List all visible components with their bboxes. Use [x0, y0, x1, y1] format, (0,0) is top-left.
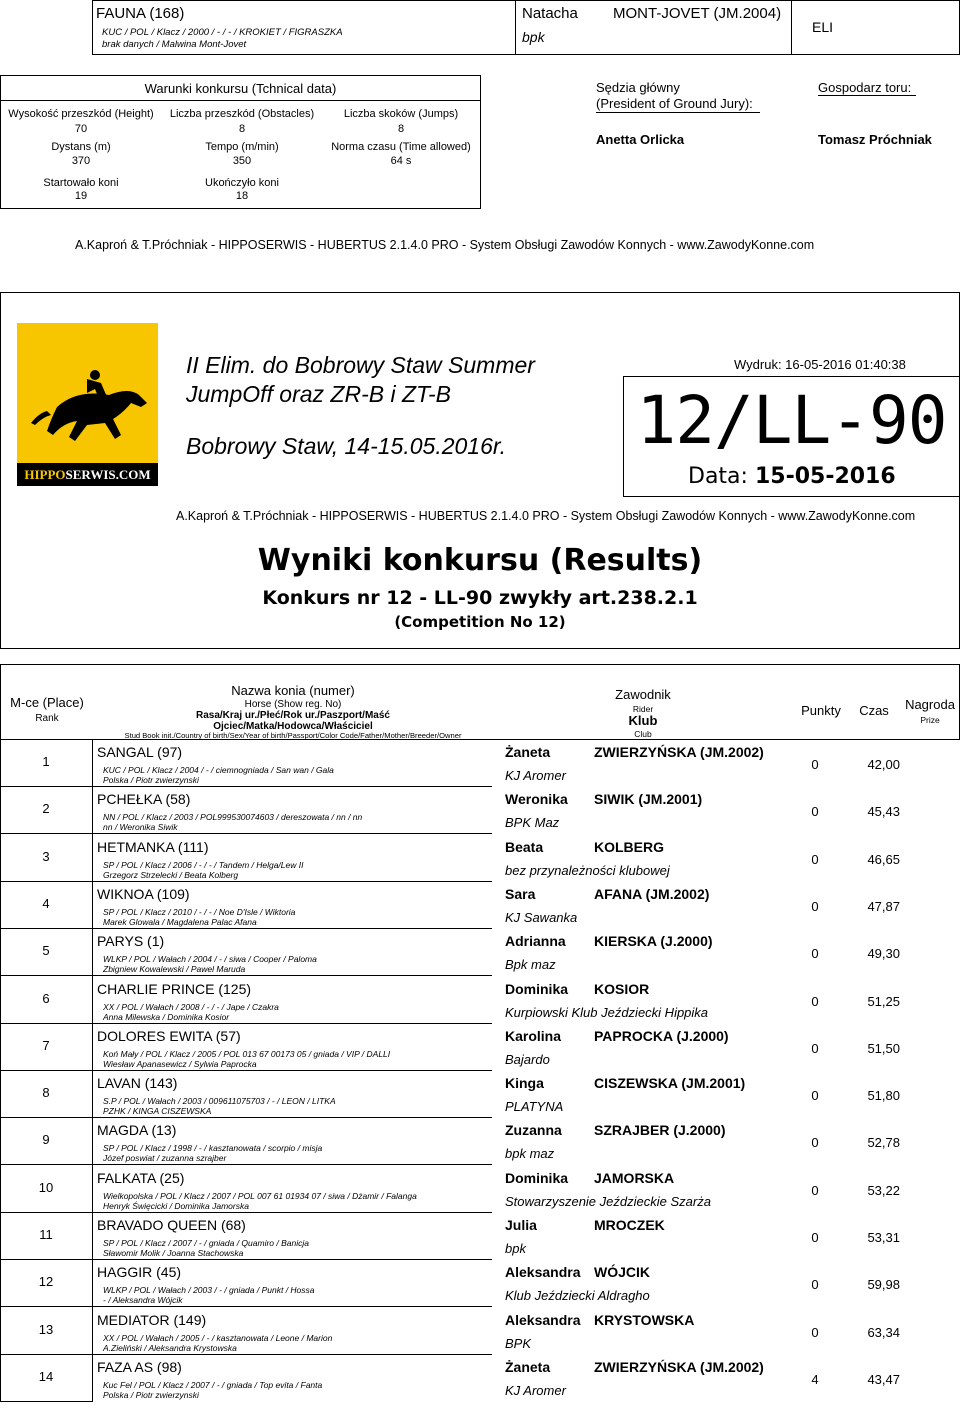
horse-name: MEDIATOR (149)	[97, 1311, 207, 1328]
rider-last-name: KOSIOR	[594, 980, 650, 997]
course-designer-label: Gospodarz toru:	[818, 80, 912, 95]
column-border	[92, 740, 93, 1402]
horse-info-2: PZHK / KINGA CISZEWSKA	[103, 1106, 212, 1117]
table-row	[0, 929, 960, 976]
horse-info-1: Kuc Fel / POL / Klacz / 2007 / - / gniada / Top evita / Fanta	[103, 1379, 323, 1390]
rider-club: KJ Aromer	[505, 1382, 566, 1398]
previous-rider-first: Natacha	[522, 5, 578, 22]
rider-first-name: Żaneta	[505, 1358, 551, 1375]
horse-info-1: KUC / POL / Klacz / 2004 / - / ciemnogniada / San wan / Gala	[103, 765, 334, 775]
course-designer-name: Tomasz Próchniak	[818, 132, 932, 147]
rider-last-name: JAMORSKA	[594, 1169, 675, 1186]
rider-club: Bajardo	[505, 1051, 550, 1067]
tech-data-title: Warunki konkursu (Tchnical data)	[144, 81, 337, 96]
horse-info-1: Wielkopolska / POL / Klacz / 2007 / POL 007 61 01934 07 / siwa / Dżamir / Falanga	[103, 1190, 417, 1201]
rider-first-name: Adrianna	[505, 933, 566, 950]
place: 11	[39, 1227, 53, 1242]
table-row	[0, 1260, 960, 1307]
distance-value: 370	[71, 155, 91, 167]
table-header	[0, 664, 960, 740]
horse-info-1: SP / POL / Klacz / 1998 / - / kasztanowata / scorpio / misja	[103, 1143, 323, 1154]
obstacles-label: Liczba przeszkód (Obstacles)	[169, 108, 315, 120]
col-horse-sub1: Horse (Show reg. No)	[244, 699, 342, 710]
col-place: M-ce (Place)	[10, 695, 84, 710]
col-time: Czas	[859, 703, 889, 718]
table-row	[0, 1166, 960, 1213]
table-row	[0, 882, 960, 929]
horse-info-2: Grzegorz Strzelecki / Beata Kolberg	[103, 869, 239, 880]
logo-text-serwis: SERWIS.COM	[65, 467, 151, 482]
time: 43,47	[867, 1371, 900, 1387]
horse-info-1: XX / POL / Wałach / 2008 / - / - / Jape / Czakra	[103, 1001, 279, 1012]
table-row	[0, 1118, 960, 1165]
points: 0	[811, 1182, 819, 1198]
rider-club: bpk	[505, 1241, 526, 1256]
horse-name: SANGAL (97)	[97, 744, 183, 760]
height-label: Wysokość przeszkód (Height)	[8, 108, 154, 120]
horse-name: LAVAN (143)	[97, 1075, 178, 1092]
points: 0	[811, 1040, 819, 1056]
place: 1	[42, 754, 50, 769]
height-value: 70	[74, 123, 88, 135]
time: 46,65	[867, 851, 900, 867]
place: 3	[42, 848, 50, 864]
president-name: Anetta Orlicka	[596, 132, 685, 147]
col-horse-sub4: Stud Book init./Country of birth/Sex/Year of birth/Passport/Color Code/Father/Mother/Breeder/Owner	[124, 731, 462, 740]
horse-info-1: WLKP / POL / Wałach / 2003 / - / gniada / Punkt / Hossa	[103, 1285, 315, 1296]
rider-first-name: Sara	[505, 885, 536, 902]
horse-name: WIKNOA (109)	[97, 885, 190, 902]
rider-first-name: Weronika	[505, 791, 568, 808]
horse-name: CHARLIE PRINCE (125)	[97, 980, 252, 997]
place: 13	[38, 1321, 54, 1337]
previous-class: ELI	[812, 19, 834, 35]
points: 0	[811, 1135, 819, 1151]
place: 6	[42, 990, 50, 1006]
points: 0	[811, 804, 819, 820]
col-prize: Nagroda	[905, 697, 955, 712]
horse-info-1: Koń Mały / POL / Klacz / 2005 / POL 013 67 00173 05 / gniada / VIP / DALLI	[103, 1048, 391, 1059]
time: 51,80	[867, 1088, 900, 1104]
time: 63,34	[867, 1324, 900, 1340]
col-club: Klub	[628, 713, 658, 728]
place: 5	[42, 943, 50, 959]
tempo-value: 350	[232, 155, 252, 167]
rider-club: bpk maz	[505, 1146, 555, 1162]
col-horse-sub2: Rasa/Kraj ur./Płeć/Rok ur./Paszport/Maść	[196, 710, 390, 721]
logo-text-bar	[17, 463, 158, 486]
event-title-line2: JumpOff oraz ZR-B i ZT-B	[186, 381, 451, 407]
horse-info-2: - / Aleksandra Wójcik	[103, 1295, 183, 1306]
points: 0	[811, 1324, 819, 1340]
date-value: 15-05-2016	[754, 464, 896, 489]
rider-first-name: Dominika	[505, 1169, 569, 1186]
horse-info-2: Polska / Piotr zwierzynski	[103, 775, 199, 785]
points: 0	[811, 1088, 819, 1104]
col-points: Punkty	[801, 703, 841, 718]
jumps-label: Liczba skoków (Jumps)	[343, 108, 459, 120]
table-bottom-border	[0, 1401, 92, 1402]
president-underline	[596, 112, 760, 113]
table-row	[0, 977, 960, 1024]
competition-subtitle: Konkurs nr 12 - LL-90 zwykły art.238.2.1	[262, 587, 698, 609]
software-credit-bottom: A.Kaproń & T.Próchniak - HIPPOSERWIS - HUBERTUS 2.1.4.0 PRO - System Obsługi Zawodów Konnych - www.ZawodyKonne.com	[176, 509, 916, 523]
time: 53,22	[867, 1182, 900, 1198]
competition-code: 12/LL-90	[636, 382, 947, 459]
points: 0	[811, 851, 819, 867]
horse-info-2: Józef poswiat / zuzanna szrajber	[103, 1153, 227, 1164]
rider-last-name: KIERSKA (J.2000)	[594, 933, 713, 950]
time: 42,00	[867, 757, 900, 772]
rider-last-name: SIWIK (JM.2001)	[594, 791, 703, 808]
place: 4	[42, 895, 50, 911]
print-timestamp: Wydruk: 16-05-2016 01:40:38	[734, 357, 906, 372]
col-horse-sub3: Ojciec/Matka/Hodowca/Właściciel	[213, 721, 373, 732]
horse-name: FAZA AS (98)	[97, 1358, 182, 1375]
horse-info-1: SP / POL / Klacz / 2010 / - / - / Noe D'Isle / Wiktoria	[103, 906, 296, 917]
horse-info-2: Polska / Piotr zwierzynski	[103, 1389, 199, 1400]
competition-date-row	[688, 464, 896, 489]
horse-name: DOLORES EWITA (57)	[97, 1027, 241, 1044]
rider-first-name: Żaneta	[505, 744, 551, 760]
obstacles-value: 8	[238, 123, 246, 135]
table-row	[0, 1355, 960, 1402]
table-row	[0, 787, 960, 834]
rider-first-name: Aleksandra	[505, 1264, 581, 1281]
table-row	[0, 1071, 960, 1118]
col-club-sub: Club	[634, 729, 652, 739]
rider-club: bez przynależności klubowej	[505, 862, 670, 878]
course-designer-underline	[818, 95, 916, 96]
previous-horse-name: FAUNA (168)	[96, 5, 185, 22]
hipposerwis-logo	[17, 323, 158, 486]
horse-info-2: A.Zieliński / Aleksandra Krystowska	[103, 1342, 237, 1353]
rider-club: KJ Aromer	[505, 768, 566, 783]
rider-first-name: Kinga	[505, 1075, 544, 1092]
previous-horse-info1: KUC / POL / Klacz / 2000 / - / - / KROKIET / FIGRASZKA	[102, 27, 343, 38]
tempo-label: Tempo (m/min)	[205, 141, 279, 153]
rider-club: Kurpiowski Klub Jeździecki Hippika	[505, 1004, 709, 1020]
rider-first-name: Karolina	[505, 1027, 562, 1044]
jumping-horse-icon	[17, 323, 158, 463]
horse-info-1: XX / POL / Wałach / 2005 / - / kasztanowata / Leone / Marion	[103, 1332, 333, 1343]
time: 59,98	[867, 1277, 900, 1293]
president-label: Sędzia główny	[596, 80, 680, 95]
horse-info-1: S.P / POL / Wałach / 2003 / 009611075703 / - / LEON / LITKA	[103, 1096, 336, 1107]
points: 0	[811, 898, 819, 914]
place: 10	[38, 1179, 54, 1195]
time: 47,87	[867, 898, 900, 914]
rider-last-name: WÓJCIK	[594, 1264, 650, 1281]
points: 0	[811, 993, 819, 1009]
horse-name: MAGDA (13)	[97, 1122, 177, 1139]
rider-last-name: MROCZEK	[594, 1217, 665, 1233]
table-row	[0, 1024, 960, 1071]
rider-first-name: Zuzanna	[505, 1122, 562, 1139]
horse-name: BRAVADO QUEEN (68)	[97, 1217, 246, 1233]
horse-name: PCHEŁKA (58)	[97, 791, 191, 808]
horse-name: FALKATA (25)	[97, 1169, 185, 1186]
points: 0	[811, 1230, 819, 1245]
time: 49,30	[867, 946, 900, 962]
time-allowed-value: 64 s	[390, 155, 412, 167]
col-place-sub: Rank	[35, 713, 59, 724]
jumps-value: 8	[397, 123, 405, 135]
time: 51,50	[867, 1040, 900, 1056]
horse-name: HETMANKA (111)	[97, 838, 209, 855]
time: 45,43	[867, 804, 900, 820]
rider-last-name: AFANA (JM.2002)	[594, 885, 710, 902]
points: 4	[811, 1371, 819, 1387]
horse-info-2: nn / Weronika Siwik	[103, 822, 178, 833]
time: 53,31	[867, 1230, 900, 1245]
place: 8	[42, 1085, 50, 1101]
points: 0	[811, 757, 819, 772]
horse-info-1: WLKP / POL / Wałach / 2004 / - / siwa / Cooper / Paloma	[103, 954, 317, 965]
previous-rider-last: MONT-JOVET (JM.2004)	[613, 5, 782, 22]
place: 7	[42, 1037, 50, 1053]
rider-first-name: Julia	[505, 1217, 537, 1233]
results-title: Wyniki konkursu (Results)	[257, 543, 703, 578]
horse-name: HAGGIR (45)	[97, 1264, 182, 1281]
logo-text-hippo: HIPPO	[24, 467, 66, 482]
horse-info-1: NN / POL / Klacz / 2003 / POL999530074603 / dereszowata / nn / nn	[103, 812, 363, 823]
rider-first-name: Aleksandra	[505, 1311, 581, 1328]
horse-name: PARYS (1)	[97, 933, 165, 950]
col-rider: Zawodnik	[615, 687, 671, 702]
table-row	[0, 1308, 960, 1355]
rider-last-name: SZRAJBER (J.2000)	[594, 1122, 726, 1139]
distance-label: Dystans (m)	[51, 141, 111, 153]
event-title-line1: II Elim. do Bobrowy Staw Summer	[186, 352, 535, 378]
rider-club: Stowarzyszenie Jeździeckie Szarża	[505, 1193, 711, 1209]
previous-horse-info2: brak danych / Malwina Mont-Jovet	[102, 39, 247, 50]
previous-rider-club: bpk	[522, 29, 545, 45]
col-prize-sub: Prize	[920, 715, 940, 725]
rider-first-name: Beata	[505, 838, 544, 855]
rider-last-name: PAPROCKA (J.2000)	[594, 1027, 729, 1044]
rider-club: Klub Jeździecki Aldragho	[505, 1288, 650, 1304]
rider-club: Bpk maz	[505, 957, 556, 973]
col-rider-sub: Rider	[632, 704, 654, 714]
rider-club: KJ Sawanka	[505, 909, 578, 925]
started-label: Startowało koni	[43, 177, 119, 189]
rider-club: BPK	[505, 1335, 532, 1351]
points: 0	[811, 946, 819, 962]
time: 52,78	[867, 1135, 900, 1151]
president-sub: (President of Ground Jury):	[596, 96, 753, 111]
software-credit-top: A.Kaproń & T.Próchniak - HIPPOSERWIS - HUBERTUS 2.1.4.0 PRO - System Obsługi Zawodów Konnych - www.ZawodyKonne.com	[75, 238, 815, 252]
rider-last-name: CISZEWSKA (JM.2001)	[594, 1075, 746, 1092]
place: 12	[38, 1274, 54, 1290]
rider-last-name: ZWIERZYŃSKA (JM.2002)	[594, 744, 764, 760]
competition-number: (Competition No 12)	[394, 613, 566, 631]
horse-info-2: Anna Milewska / Dominika Kosior	[103, 1011, 230, 1022]
horse-info-1: SP / POL / Klacz / 2007 / - / gniada / Quamiro / Banicja	[103, 1238, 309, 1248]
rider-first-name: Dominika	[505, 980, 569, 997]
rider-last-name: KRYSTOWSKA	[594, 1311, 695, 1328]
horse-info-2: Zbigniew Kowalewski / Pawel Maruda	[103, 964, 246, 975]
event-place: Bobrowy Staw, 14-15.05.2016r.	[186, 433, 507, 459]
horse-info-2: Henryk Święcicki / Dominika Jamorska	[103, 1200, 249, 1211]
table-row	[0, 1213, 960, 1260]
time-allowed-label: Norma czasu (Time allowed)	[331, 141, 471, 153]
place: 14	[38, 1368, 54, 1384]
horse-info-2: Wiesław Apanasewicz / Sylwia Paprocka	[103, 1058, 257, 1069]
rider-last-name: KOLBERG	[594, 838, 664, 855]
horse-info-2: Marek Glowala / Magdalena Palac Afana	[103, 916, 257, 927]
finished-value: 18	[235, 190, 249, 202]
table-row	[0, 740, 960, 787]
horse-info-1: SP / POL / Klacz / 2006 / - / - / Tandem / Helga/Lew II	[103, 859, 304, 870]
time: 51,25	[867, 993, 900, 1009]
table-row	[0, 835, 960, 882]
date-label: Data:	[688, 464, 748, 489]
place: 9	[42, 1132, 50, 1148]
tech-data-divider	[0, 100, 481, 101]
started-value: 19	[74, 190, 88, 202]
horse-info-2: Sławomir Molik / Joanna Stachowska	[103, 1248, 244, 1258]
rider-club: BPK Maz	[505, 815, 560, 831]
rider-last-name: ZWIERZYŃSKA (JM.2002)	[594, 1358, 764, 1375]
points: 0	[811, 1277, 819, 1293]
col-horse: Nazwa konia (numer)	[231, 683, 355, 698]
rider-club: PLATYNA	[505, 1099, 564, 1115]
finished-label: Ukończyło koni	[205, 177, 279, 189]
place: 2	[42, 801, 50, 817]
column-border	[0, 740, 1, 1402]
